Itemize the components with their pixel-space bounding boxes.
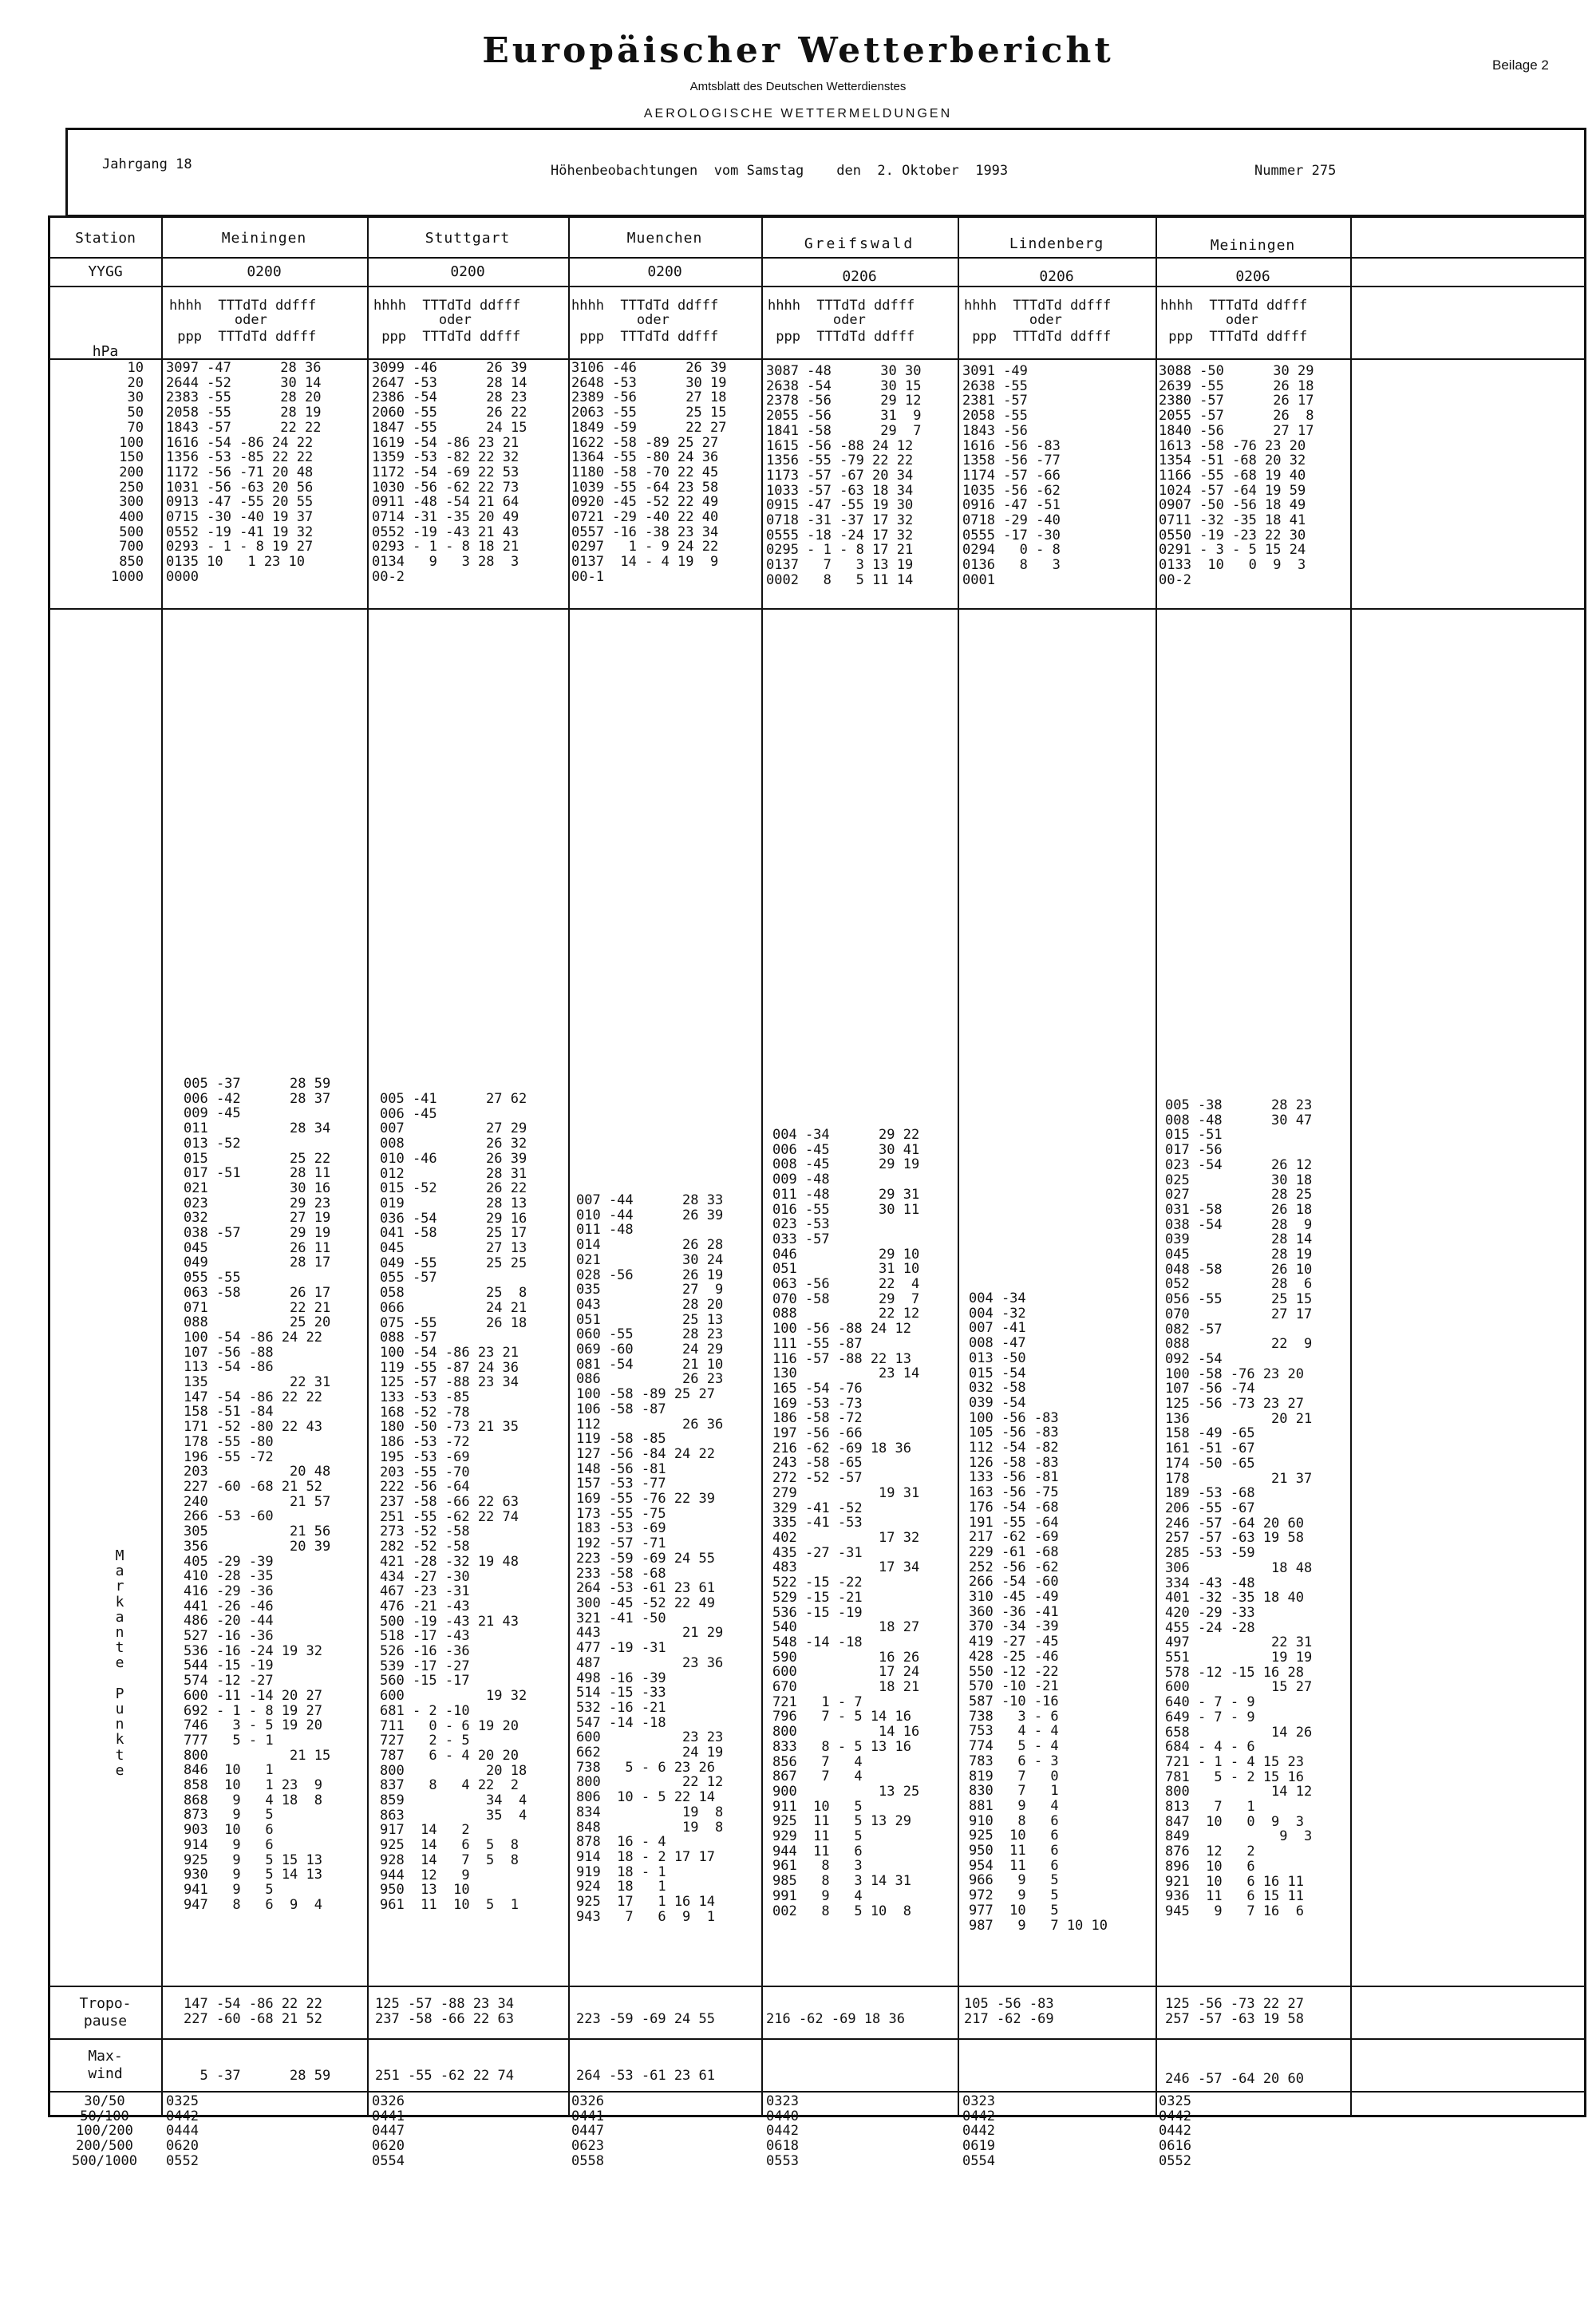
significant-points: 005 -37 28 59 006 -42 28 37 009 -45 011 28 34 013 -52 015 25 22 017 -51 28 11 021 30 16 023 29 23 032 27 19 038 -57 29 19 045 26 11 049 28 17 055 -55 063 -58 26 17 071 22 21 088 25 20 100 -54 -86 24 22 107 -56 -88 113 -54 -86 135 22 31 147 -54 -86 22 22 158 -51 -84 171 -52 -80 22 43 178 -55 -80 196 -55 -72 203 20 48 227 -60 -68 21 52 240 21 57 266 -53 -60 305 21 56 356 20 39 405 -29 -39 410 -28 -35 416 -29 -36 441 -26 -46 486 -20 -44 527 -16 -36 536 -16 -24 19 32 544 -15 -19 574 -12 -27 600 -11 -14 20 27 692 - 1 - 8 19 27 746 3 - 5 19 20 777 5 - 1 800 21 15 846 10 1 858 10 1 23 9 868 9 4 18 8 873 9 5 903 10 6 914 9 6 925 9 5 15 13 930 9 5 14 13 941 9 5 947 8 6 9 4: [184, 1076, 331, 1913]
jahrgang: Jahrgang 18: [102, 156, 192, 172]
layer-thickness: 0323 0442 0442 0619 0554: [962, 2093, 995, 2169]
layer-thickness: 0325 0442 0444 0620 0552: [166, 2093, 199, 2169]
significant-points: 004 -34 004 -32 007 -41 008 -47 013 -50 015 -54 032 -58 039 -54 100 -56 -83 105 -56 -83 112 -54 -82 126 -58 -83 133 -56 -81 163 -56 -75 176 -54 -68 191 -55 -64 217 -62 -69 229 -61 -68 252 -56 -62 266 -54 -60 310 -45 -49 360 -36 -41 370 -34 -39 419 -27 -45 428 -25 -46 550 -12 -22 570 -10 -21 587 -10 -16 738 3 - 6 753 4 - 4 774 5 - 4 783 6 - 3 819 7 0 830 7 1 881 9 4 910 8 6 925 10 6 950 11 6 954 11 6 966 9 5 972 9 5 977 10 5 987 9 7 10 10: [969, 1290, 1108, 1934]
standard-levels: 3088 -50 30 29 2639 -55 26 18 2380 -57 26 17 2055 -57 26 8 1840 -56 27 17 1613 -58 -76 23 20 1354 -51 -68 20 32 1166 -55 -68 19 40 1024 -57 -64 19 59 0907 -50 -56 18 49 0711 -32 -35 18 41 0550 -19 -23 22 30 0291 - 3 - 5 15 24 0133 10 0 9 3 00-2: [1159, 363, 1314, 588]
page-title: Europäischer Wetterbericht: [482, 30, 1114, 71]
col-divider: [1156, 215, 1157, 2117]
column-head: oder: [373, 312, 472, 328]
significant-points: 007 -44 28 33 010 -44 26 39 011 -48 014 26 28 021 30 24 028 -56 26 19 035 27 9 043 28 20 051 25 13 060 -55 28 23 069 -60 24 29 081 -54 21 10 086 26 23 100 -58 -89 25 27 106 -58 -87 112 26 36 119 -58 -85 127 -56 -84 24 22 148 -56 -81 157 -53 -77 169 -55 -76 22 39 173 -55 -75 183 -53 -69 192 -57 -71 223 -59 -69 24 55 233 -58 -68 264 -53 -61 23 61 300 -45 -52 22 49 321 -41 -50 443 21 29 477 -19 -31 487 23 36 498 -16 -39 514 -15 -33 532 -16 -21 547 -14 -18 600 23 23 662 24 19 738 5 - 6 23 26 800 22 12 806 10 - 5 22 14 834 19 8 848 19 8 878 16 - 4 914 18 - 2 17 17 919 18 - 1 924 18 1 925 17 1 16 14 943 7 6 9 1: [576, 1192, 724, 1925]
station-time: 0206: [1235, 268, 1270, 285]
col-divider: [367, 215, 369, 2117]
col-divider: [761, 215, 763, 2117]
section-title: AEROLOGISCHE WETTERMELDUNGEN: [643, 107, 953, 121]
significant-points: 005 -38 28 23 008 -48 30 47 015 -51 017 -56 023 -54 26 12 025 30 18 027 28 25 031 -58 26 18 038 -54 28 9 039 28 14 045 28 19 048 -58 26 10 052 28 6 056 -55 25 15 070 27 17 082 -57 088 22 9 092 -54 100 -58 -76 23 20 107 -56 -74 125 -56 -73 23 27 136 20 21 158 -49 -65 161 -51 -67 174 -50 -65 178 21 37 189 -53 -68 206 -55 -67 246 -57 -64 20 60 257 -57 -63 19 58 285 -53 -59 306 18 48 334 -43 -48 401 -32 -35 18 40 420 -29 -33 455 -24 -28 497 22 31 551 19 19 578 -12 -15 16 28 600 15 27 640 - 7 - 9 649 - 7 - 9 658 14 26 684 - 4 - 6 721 - 1 - 4 15 23 781 5 - 2 15 16 800 14 12 813 7 1 847 10 0 9 3 849 9 3 876 12 2 896 10 6 921 10 6 16 11 936 11 6 15 11 945 9 7 16 6: [1165, 1097, 1313, 1919]
layer-labels: 30/50 50/100 100/200 200/500 500/1000: [72, 2093, 137, 2169]
station-name: Stuttgart: [425, 230, 511, 247]
nummer: Nummer 275: [1254, 163, 1337, 179]
column-head: hhhh TTTdTd ddfff: [1160, 298, 1308, 314]
station-name: Greifswald: [804, 235, 915, 252]
column-head: hhhh TTTdTd ddfff: [964, 298, 1112, 314]
tropopause-data: 125 -57 -88 23 34 237 -58 -66 22 63: [375, 1996, 514, 2027]
station-time: 0200: [647, 263, 682, 280]
layer-thickness: 0326 0441 0447 0623 0558: [571, 2093, 604, 2169]
row-divider: [48, 1986, 1586, 1987]
significant-points: 004 -34 29 22 006 -45 30 41 008 -45 29 19 009 -48 011 -48 29 31 016 -55 30 11 023 -53 033 -57 046 29 10 051 31 10 063 -56 22 4 070 -58 29 7 088 22 12 100 -56 -88 24 12 111 -55 -87 116 -57 -88 22 13 130 23 14 165 -54 -76 169 -53 -73 186 -58 -72 197 -56 -66 216 -62 -69 18 36 243 -58 -65 272 -52 -57 279 19 31 329 -41 -52 335 -41 -53 402 17 32 435 -27 -31 483 17 34 522 -15 -22 529 -15 -21 536 -15 -19 540 18 27 548 -14 -18 590 16 26 600 17 24 670 18 21 721 1 - 7 796 7 - 5 14 16 800 14 16 833 8 - 5 13 16 856 7 4 867 7 4 900 13 25 911 10 5 925 11 5 13 29 929 11 5 944 11 6 961 8 3 985 8 3 14 31 991 9 4 002 8 5 10 8: [772, 1127, 920, 1919]
standard-levels: 3087 -48 30 30 2638 -54 30 15 2378 -56 29 12 2055 -56 31 9 1841 -58 29 7 1615 -56 -88 24 12 1356 -55 -79 22 22 1173 -57 -67 20 34 1033 -57 -63 18 34 0915 -47 -55 19 30 0718 -31 -37 17 32 0555 -18 -24 17 32 0295 - 1 - 8 17 21 0137 7 3 13 19 0002 8 5 11 14: [766, 363, 922, 588]
station-name: Meiningen: [1210, 237, 1296, 254]
row-divider: [48, 2038, 1586, 2040]
tropopause-data: 125 -56 -73 22 27 257 -57 -63 19 58: [1165, 1996, 1304, 2027]
station-time: 0206: [842, 268, 877, 285]
yygg-label: YYGG: [88, 263, 123, 280]
tropopause-data: 223 -59 -69 24 55: [576, 2010, 715, 2027]
maxwind-data: 5 -37 28 59: [184, 2068, 331, 2084]
col-divider: [958, 215, 959, 2117]
station-label: Station: [75, 230, 136, 247]
maxwind-data: 251 -55 -62 22 74: [375, 2068, 514, 2084]
pressure-levels: 10 20 30 50 70 100 150 200 250 300 400 500 700 850 1000: [111, 360, 144, 585]
tropopause-label-1: Tropo-: [79, 1995, 132, 2012]
column-head: oder: [768, 312, 866, 328]
station-time: 0200: [450, 263, 485, 280]
column-head: ppp TTTdTd ddfff: [169, 329, 317, 345]
row-divider: [48, 257, 1586, 259]
station-name: Meiningen: [221, 230, 307, 247]
markante-punkte-label: M a r k a n t e P u n k t e: [115, 1547, 124, 1779]
row-divider: [48, 286, 1586, 287]
column-head: ppp TTTdTd ddfff: [373, 329, 521, 345]
layer-thickness: 0323 0440 0442 0618 0553: [766, 2093, 799, 2169]
column-head: oder: [964, 312, 1062, 328]
column-head: oder: [1160, 312, 1258, 328]
tropopause-data: 147 -54 -86 22 22 227 -60 -68 21 52: [184, 1996, 322, 2027]
column-head: ppp TTTdTd ddfff: [571, 329, 719, 345]
significant-points: 005 -41 27 62 006 -45 007 27 29 008 26 32 010 -46 26 39 012 28 31 015 -52 26 22 019 28 13 036 -54 29 16 041 -58 25 17 045 27 13 049 -55 25 25 055 -57 058 25 8 066 24 21 075 -55 26 18 088 -57 100 -54 -86 23 21 119 -55 -87 24 36 125 -57 -88 23 34 133 -53 -85 168 -52 -78 180 -50 -73 21 35 186 -53 -72 195 -53 -69 203 -55 -70 222 -56 -64 237 -58 -66 22 63 251 -55 -62 22 74 273 -52 -58 282 -52 -58 421 -28 -32 19 48 434 -27 -30 467 -23 -31 476 -21 -43 500 -19 -43 21 43 518 -17 -43 526 -16 -36 539 -17 -27 560 -15 -17 600 19 32 681 - 2 -10 711 0 - 6 19 20 727 2 - 5 787 6 - 4 20 20 800 20 18 837 8 4 22 2 859 34 4 863 35 4 917 14 2 925 14 6 5 8 928 14 7 5 8 944 12 9 950 13 10 961 11 10 5 1: [380, 1091, 527, 1913]
column-head: oder: [571, 312, 670, 328]
standard-levels: 3099 -46 26 39 2647 -53 28 14 2386 -54 28 23 2060 -55 26 22 1847 -55 24 15 1619 -54 -86 23 21 1359 -53 -82 22 32 1172 -54 -69 22 53 1030 -56 -62 22 73 0911 -48 -54 21 64 0714 -31 -35 20 49 0552 -19 -43 21 43 0293 - 1 - 8 18 21 0134 9 3 28 3 00-2: [372, 360, 527, 585]
tropopause-data: 216 -62 -69 18 36: [766, 2010, 905, 2027]
station-time: 0206: [1039, 268, 1074, 285]
column-head: ppp TTTdTd ddfff: [964, 329, 1112, 345]
column-head: hhhh TTTdTd ddfff: [571, 298, 719, 314]
column-head: ppp TTTdTd ddfff: [1160, 329, 1308, 345]
row-divider: [48, 2091, 1586, 2093]
col-divider: [568, 215, 570, 2117]
col-divider: [1350, 215, 1352, 2117]
standard-levels: 3091 -49 2638 -55 2381 -57 2058 -55 1843 -56 1616 -56 -83 1358 -56 -77 1174 -57 -66 1035 -56 -62 0916 -47 -51 0718 -29 -40 0555 -17 -30 0294 0 - 8 0136 8 3 0001: [962, 363, 1061, 588]
col-divider: [161, 215, 163, 2117]
hpa-label: hPa: [92, 343, 119, 360]
standard-levels: 3097 -47 28 36 2644 -52 30 14 2383 -55 28 20 2058 -55 28 19 1843 -57 22 22 1616 -54 -86 24 22 1356 -53 -85 22 22 1172 -56 -71 20 48 1031 -56 -63 20 56 0913 -47 -55 20 55 0715 -30 -40 19 37 0552 -19 -41 19 32 0293 - 1 - 8 19 27 0135 10 1 23 10 0000: [166, 360, 322, 585]
column-head: ppp TTTdTd ddfff: [768, 329, 915, 345]
subtitle: Amtsblatt des Deutschen Wetterdienstes: [689, 80, 907, 93]
maxwind-label-2: wind: [88, 2065, 123, 2082]
layer-thickness: 0325 0442 0442 0616 0552: [1159, 2093, 1191, 2169]
station-name: Lindenberg: [1009, 235, 1104, 252]
column-head: hhhh TTTdTd ddfff: [373, 298, 521, 314]
observation-date: Höhenbeobachtungen vom Samstag den 2. Oktober 1993: [551, 163, 1009, 179]
maxwind-label-1: Max-: [88, 2048, 123, 2065]
standard-levels: 3106 -46 26 39 2648 -53 30 19 2389 -56 27 18 2063 -55 25 15 1849 -59 22 27 1622 -58 -89 25 27 1364 -55 -80 24 36 1180 -58 -70 22 45 1039 -55 -64 23 58 0920 -45 -52 22 49 0721 -29 -40 22 40 0557 -16 -38 23 34 0297 1 - 9 24 22 0137 14 - 4 19 9 00-1: [571, 360, 727, 585]
station-name: Muenchen: [626, 230, 703, 247]
column-head: hhhh TTTdTd ddfff: [169, 298, 317, 314]
tropopause-data: 105 -56 -83 217 -62 -69: [964, 1996, 1054, 2027]
station-time: 0200: [247, 263, 282, 280]
column-head: hhhh TTTdTd ddfff: [768, 298, 915, 314]
beilage-label: Beilage 2: [1492, 57, 1549, 73]
maxwind-data: 246 -57 -64 20 60: [1165, 2071, 1304, 2087]
row-divider: [48, 608, 1586, 610]
tropopause-label-2: pause: [83, 2013, 128, 2029]
layer-thickness: 0326 0441 0447 0620 0554: [372, 2093, 405, 2169]
maxwind-data: 264 -53 -61 23 61: [576, 2068, 715, 2084]
column-head: oder: [169, 312, 267, 328]
